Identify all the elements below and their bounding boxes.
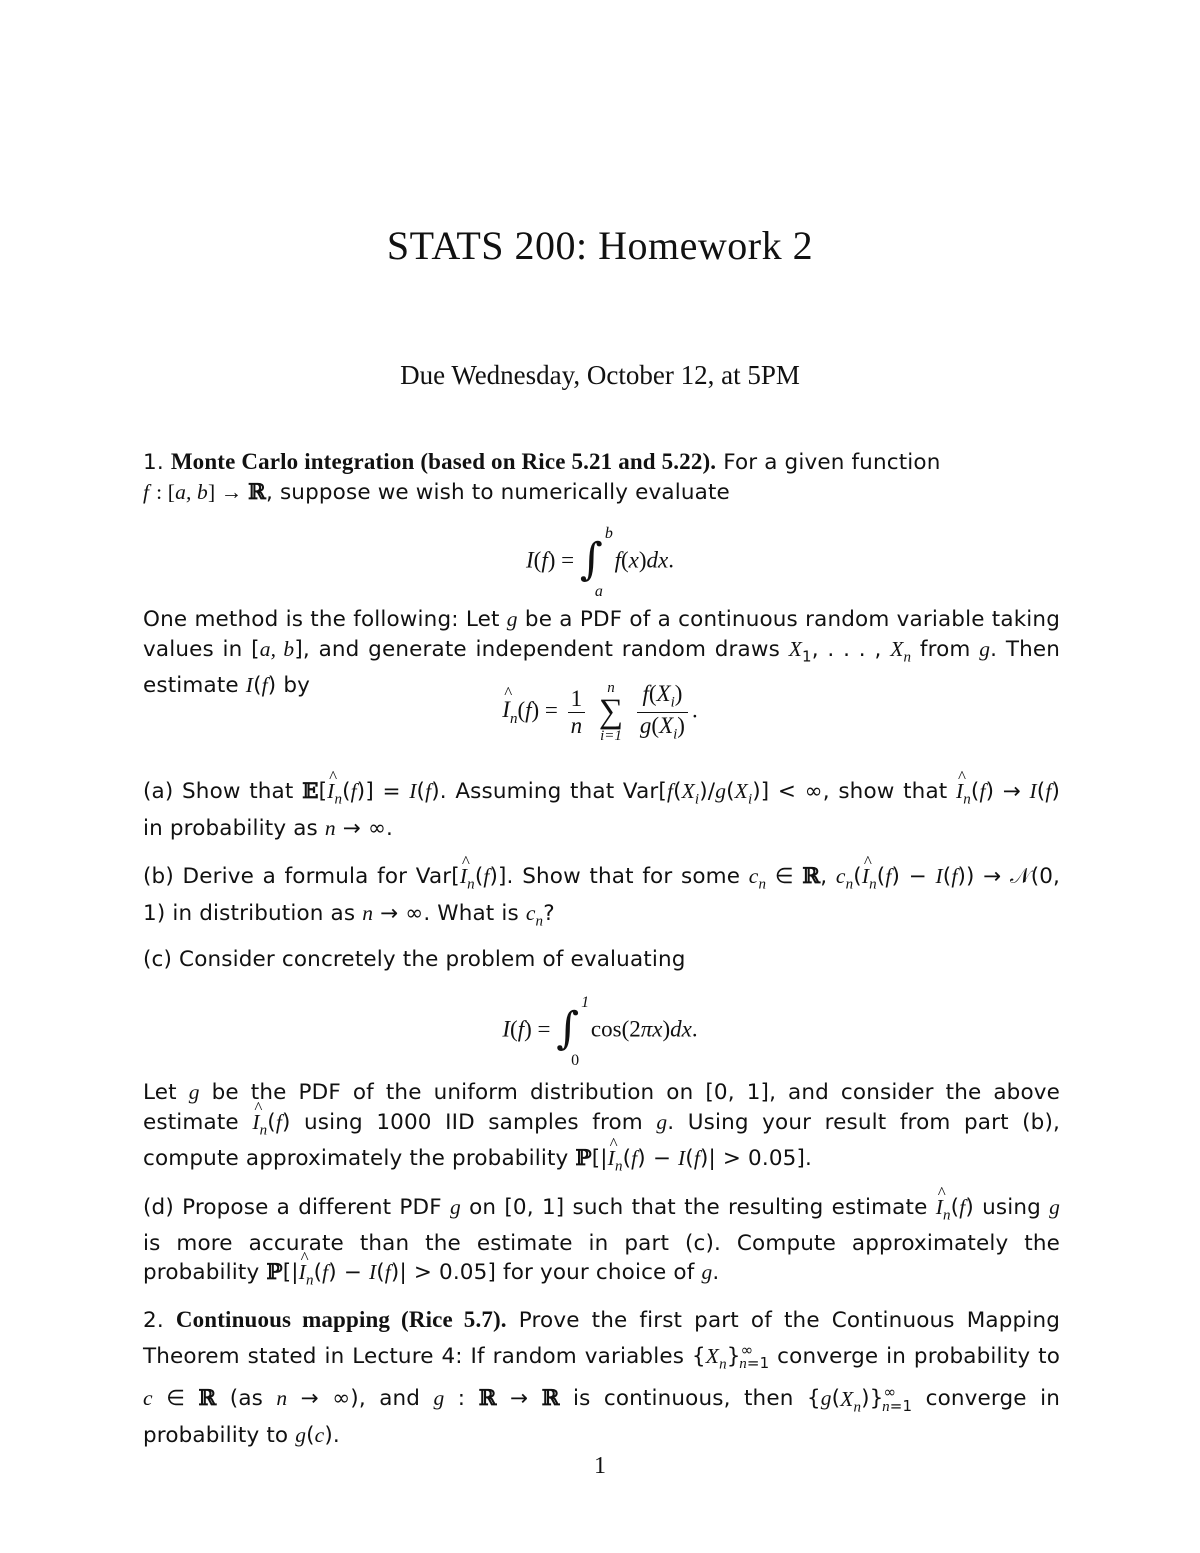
- problem-2-number: 2.: [143, 1308, 164, 1333]
- page-title: STATS 200: Homework 2: [386, 223, 814, 268]
- problem-1-method: One method is the following: Let g be a PDF of a continuous random variable taking values in [a, b], and generate independent random draws $X_1$, . . . , $X_n$ from g. Then estimate I(f) by: [143, 607, 1061, 699]
- equation-estimator: ^ $I_n(f)$ = $\frac{1}{n}$ n ∑ i=1 $\frac{f(X_i)}{g(X_i)}$ .: [0, 680, 1200, 744]
- part-c-continued: Let g be the PDF of the uniform distribution on [0, 1], and consider the above estimate ^ $I_n(f)$ using 1000 IID samples from g. Using your result from part (b), compute approximately the probability ℙ[|^ $I_n(f) - I(f)| > 0.05$].: [143, 1078, 1060, 1181]
- problem-2-heading: Continuous mapping (Rice 5.7).: [175, 1307, 507, 1332]
- part-b: (b) Derive a formula for Var[^ $I_n(f)$]. Show that for some $c_n$ ∈ ℝ, $c_n(\^{}$ $I_n(f) - I(f)$) → 𝒩(0, 1) in distribution as n → ∞. What is $c_n$?: [143, 862, 1060, 936]
- part-a: (a) Show that 𝔼[^ $I_n(f)] = I(f)$. Assuming that $Var[f(X_i)/g(X_i)]$ < ∞, show that ^ $I_n(f) \to I(f)$ in probability as n → ∞.: [143, 777, 1060, 843]
- problem-1-heading: Monte Carlo integration (based on Rice 5.21 and 5.22).: [170, 449, 717, 474]
- equation-cos-integral: I(f) = ∫ 1 0 cos(2πx)dx.: [502, 994, 698, 1069]
- equation-integral: I(f) = ∫ b a f(x)dx.: [526, 525, 674, 600]
- part-d: (d) Propose a different PDF g on [0, 1] such that the resulting estimate ^ $I_n(f)$ using g is more accurate than the estimate in part (c). Compute approximately the probability ℙ[|^ $I_n(f) - I(f)| > 0.05$] for your choice of g.: [143, 1193, 1060, 1295]
- due-date: Due Wednesday, October 12, at 5PM: [400, 360, 800, 390]
- problem-2: 2. Continuous mapping (Rice 5.7). Prove the first part of the Continuous Mapping Theorem stated in Lecture 4: If random variables $\{X_n\}^\infty_{n=1}$ converge in probability to c ∈ ℝ (as n → ∞), and g : ℝ → ℝ is continuous, then $\{g(X_n)\}^\infty_{n=1}$ converge in probability to g(c).: [143, 1307, 1061, 1449]
- problem-1-number: 1.: [143, 450, 164, 475]
- problem-1-intro: 1. Monte Carlo integration (based on Rice 5.21 and 5.22). For a given function f : [a, b] → ℝ, suppose we wish to numerically evaluate: [143, 449, 941, 505]
- page-number: 1: [594, 1453, 606, 1479]
- part-c: (c) Consider concretely the problem of evaluating: [143, 947, 686, 972]
